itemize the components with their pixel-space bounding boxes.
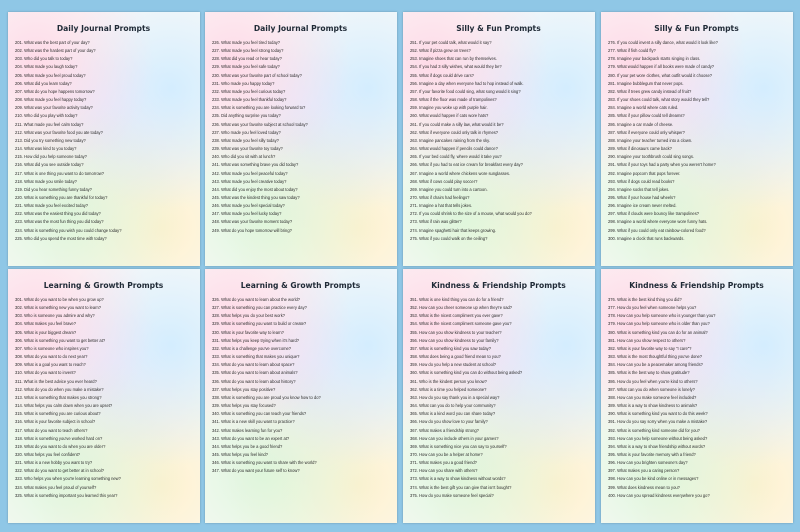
prompt-item: 204. What made you laugh today? xyxy=(15,64,78,70)
prompt-item: 391. How do you say sorry when you make a mistake? xyxy=(608,419,708,425)
prompt-item: 234. What is something you are looking forward to? xyxy=(212,105,306,111)
prompt-item: 217. What is one thing you want to do tomorrow? xyxy=(15,170,104,176)
prompt-item: 235. Did anything surprise you today? xyxy=(212,113,281,119)
prompt-item: 242. What made you feel peaceful today? xyxy=(212,170,288,176)
prompt-item: 307. Who is someone who inspires you? xyxy=(15,345,89,351)
prompt-item: 284. Imagine a world where cats ruled. xyxy=(608,105,679,111)
prompt-item: 228. What did you read or hear today? xyxy=(212,56,282,62)
prompt-item: 328. What helps you do your best work? xyxy=(212,313,286,319)
prompt-item: 243. What made you feel creative today? xyxy=(212,178,287,184)
prompt-item: 351. What is one kind thing you can do for a friend? xyxy=(410,297,504,302)
prompt-item: 266. What if you had to eat ice cream for breakfast every day? xyxy=(410,162,523,168)
prompt-item: 280. If your pet wore clothes, what outfit would it choose? xyxy=(608,72,712,78)
prompt-item: 364. What can you do to help your community? xyxy=(410,403,496,409)
prompt-item: 277. What if fish could fly? xyxy=(608,48,656,54)
prompt-item: 297. What if clouds were bouncy like trampolines? xyxy=(608,211,700,217)
prompt-item: 252. What if pizza grew on trees? xyxy=(410,48,471,54)
prompt-item: 216. What did you see outside today? xyxy=(15,162,84,168)
prompt-item: 230. What was your favorite part of school today? xyxy=(212,72,302,78)
prompt-item: 379. How can you help someone who is older than you? xyxy=(608,321,710,327)
prompt-item: 342. What makes learning fun for you? xyxy=(212,427,283,433)
prompt-item: 258. What if the floor was made of trampolines? xyxy=(410,97,497,103)
prompt-item: 281. Imagine bubblegum that never pops. xyxy=(608,80,684,86)
prompt-page-4 xyxy=(601,12,793,266)
prompt-item: 251. If your pet could talk, what would it say? xyxy=(410,40,492,45)
prompt-item: 358. What does being a good friend mean to you? xyxy=(410,354,501,360)
page-title: Learning & Growth Prompts xyxy=(43,281,164,290)
prompt-item: 218. What made you smile today? xyxy=(15,178,77,184)
prompt-item: 332. What is a challenge you've overcome? xyxy=(212,345,292,351)
prompt-item: 359. How do you help a new student at school? xyxy=(410,362,497,368)
prompt-item: 394. What is a way to show friendship without words? xyxy=(608,443,706,449)
prompt-item: 202. What was the hardest part of your day? xyxy=(15,48,96,54)
prompt-item: 211. What made you feel calm today? xyxy=(15,121,84,127)
prompt-item: 273. What if rain was glitter? xyxy=(410,219,462,225)
prompt-page-8 xyxy=(601,269,793,523)
prompt-item: 213. Did you try something new today? xyxy=(15,137,86,143)
prompt-item: 337. What helps you stay positive? xyxy=(212,386,276,392)
prompt-item: 352. How can you cheer someone up when they're sad? xyxy=(410,305,513,311)
prompt-item: 315. What is something you are curious about? xyxy=(15,411,101,417)
page-title: Daily Journal Prompts xyxy=(253,24,348,33)
prompt-item: 247. What made you feel lucky today? xyxy=(212,211,282,217)
prompt-item: 363. How do you say thank you in a special way? xyxy=(410,394,500,400)
prompt-item: 269. Imagine you could turn into a cartoon. xyxy=(410,186,488,192)
prompt-item: 246. What made you feel special today? xyxy=(212,203,285,209)
prompt-item: 312. What do you do when you make a mistake? xyxy=(15,386,104,392)
prompt-item: 386. How do you feel when you're kind to others? xyxy=(608,378,698,384)
prompt-item: 268. What if cows could play soccer? xyxy=(410,178,478,184)
prompt-item: 302. What is something new you want to learn? xyxy=(15,305,102,311)
prompt-item: 267. Imagine a world where chickens wore sunglasses. xyxy=(410,170,511,176)
prompt-item: 311. What is the best advice you ever heard? xyxy=(15,378,97,384)
prompt-item: 232. What made you feel curious today? xyxy=(212,88,286,94)
prompt-list xyxy=(15,296,192,500)
prompt-item: 330. What is your favorite way to learn? xyxy=(212,329,284,335)
prompt-item: 385. What is the best way to show gratitude? xyxy=(608,370,690,376)
prompt-item: 241. What was something brave you did today? xyxy=(212,162,299,168)
prompt-item: 305. What is your biggest dream? xyxy=(15,329,77,335)
prompt-item: 274. Imagine spaghetti hair that keeps growing. xyxy=(410,227,497,233)
prompt-item: 356. How can you show kindness to your family? xyxy=(410,337,499,343)
prompt-item: 388. How can you make someone feel included? xyxy=(608,394,697,400)
prompt-item: 286. Imagine a car made of cheese. xyxy=(608,121,674,127)
prompt-item: 357. What is something kind you saw today? xyxy=(410,345,492,351)
prompt-item: 329. What is something you want to build or create? xyxy=(212,321,307,327)
prompt-item: 278. Imagine your backpack starts singing in class. xyxy=(608,56,701,62)
prompt-item: 254. If you had 3 silly wishes, what would they be? xyxy=(410,64,502,70)
prompt-item: 340. What is something you can teach your friends? xyxy=(212,411,307,417)
prompt-item: 392. What is something kind someone did for you? xyxy=(608,427,700,433)
prompt-item: 390. What is something kind you want to do this week? xyxy=(608,411,708,417)
prompt-item: 225. Who did you spend the most time with today? xyxy=(15,235,107,241)
prompt-item: 293. What if dogs could read books? xyxy=(608,178,675,184)
prompt-item: 285. What if your pillow could tell dreams? xyxy=(608,113,685,119)
prompt-item: 219. Did you hear something funny today? xyxy=(15,186,92,192)
prompt-list xyxy=(212,296,389,475)
prompt-item: 334. What do you want to learn about space? xyxy=(212,362,295,368)
prompt-item: 370. How can you be a helper at home? xyxy=(410,451,483,457)
prompt-item: 355. How can you show kindness to your teacher? xyxy=(410,329,502,335)
prompt-item: 255. What if dogs could drive cars? xyxy=(410,72,474,78)
page-title: Daily Journal Prompts xyxy=(56,24,151,33)
prompt-item: 306. What is something you want to get better at? xyxy=(15,337,106,343)
prompt-item: 224. What is something you wish you could change today? xyxy=(15,227,122,233)
prompt-item: 344. What helps you be a good friend? xyxy=(212,443,283,449)
prompt-item: 259. Imagine you woke up with purple hair. xyxy=(410,105,488,111)
prompt-item: 233. What made you feel thankful today? xyxy=(212,97,287,103)
prompt-item: 398. How can you be kind online or in messages? xyxy=(608,476,699,482)
prompt-item: 320. What helps you feel confident? xyxy=(15,451,81,457)
prompt-list xyxy=(212,39,389,235)
prompt-item: 365. What is a kind word you can share today? xyxy=(410,411,496,417)
prompt-item: 205. What made you feel proud today? xyxy=(15,72,86,78)
page-title: Kindness & Friendship Prompts xyxy=(431,281,566,290)
prompt-item: 326. What do you want to learn about the world? xyxy=(212,297,301,302)
prompt-item: 298. Imagine a world where everyone wore funny hats. xyxy=(608,219,708,225)
prompt-item: 325. What is something important you learned this year? xyxy=(15,492,118,498)
prompt-item: 237. Who made you feel loved today? xyxy=(212,129,281,135)
prompt-item: 203. Who did you talk to today? xyxy=(15,56,73,62)
page-title: Silly & Fun Prompts xyxy=(654,24,739,33)
prompt-item: 387. What can you do when someone is lonely? xyxy=(608,386,695,392)
prompt-item: 295. What if your house had wheels? xyxy=(608,194,676,200)
prompt-item: 239. What was your favorite toy today? xyxy=(212,146,283,152)
prompt-item: 396. How can you brighten someone's day? xyxy=(608,460,688,466)
prompt-item: 314. What helps you calm down when you are upset? xyxy=(15,403,113,409)
prompt-page-5 xyxy=(8,269,200,523)
prompt-item: 271. Imagine a hat that tells jokes. xyxy=(410,203,473,209)
prompt-item: 288. Imagine your teacher turned into a clown. xyxy=(608,137,693,143)
prompt-item: 393. How can you help someone without being asked? xyxy=(608,435,708,441)
prompt-item: 373. What is a way to show kindness without words? xyxy=(410,476,506,482)
prompt-item: 361. Who is the kindest person you know? xyxy=(410,378,487,384)
prompt-item: 240. Who did you sit with at lunch? xyxy=(212,154,276,160)
prompt-item: 301. What do you want to be when you grow up? xyxy=(15,297,104,302)
prompt-item: 261. If you could make a silly law, what would it be? xyxy=(410,121,504,127)
prompt-item: 226. What made you feel tired today? xyxy=(212,40,281,45)
prompt-item: 264. What would happen if pencils could dance? xyxy=(410,146,498,152)
prompt-item: 245. What was the kindest thing you saw today? xyxy=(212,194,300,200)
prompt-list xyxy=(608,39,785,243)
prompt-item: 208. What made you feel happy today? xyxy=(15,97,87,103)
prompt-item: 362. What is a time you helped someone? xyxy=(410,386,487,392)
prompt-item: 257. If your favorite food could sing, what song would it sing? xyxy=(410,88,521,94)
prompt-item: 376. What is the best kind thing you did? xyxy=(608,297,682,302)
prompt-item: 220. What is something you are thankful for today? xyxy=(15,194,108,200)
prompt-item: 299. What if you could only eat rainbow-colored food? xyxy=(608,227,706,233)
prompt-item: 313. What is something that makes you strong? xyxy=(15,394,102,400)
prompt-item: 227. What made you feel strong today? xyxy=(212,48,284,54)
prompt-item: 287. What if everyone could only whisper? xyxy=(608,129,685,135)
prompt-item: 374. What is the best gift you can give that isn't bought? xyxy=(410,484,512,490)
prompt-item: 209. What was your favorite activity today? xyxy=(15,105,93,111)
prompt-page-7 xyxy=(403,269,595,523)
prompt-page-1 xyxy=(8,12,200,266)
page-title: Kindness & Friendship Prompts xyxy=(629,281,764,290)
prompt-item: 304. What makes you feel brave? xyxy=(15,321,76,327)
prompt-item: 201. What was the best part of your day? xyxy=(15,40,90,45)
prompt-item: 215. How did you help someone today? xyxy=(15,154,87,160)
prompt-item: 206. What did you learn today? xyxy=(15,80,72,86)
prompt-item: 276. If you could invent a silly dance, what would it look like? xyxy=(608,40,718,45)
prompt-item: 341. What is a new skill you want to practice? xyxy=(212,419,295,425)
prompt-item: 270. What if chairs had feelings? xyxy=(410,194,470,200)
prompt-item: 336. What do you want to learn about history? xyxy=(212,378,296,384)
prompt-item: 290. Imagine your toothbrush could sing songs. xyxy=(608,154,695,160)
prompt-item: 381. How can you show respect to others? xyxy=(608,337,686,343)
prompt-item: 244. What did you enjoy the most about today? xyxy=(212,186,298,192)
prompt-item: 331. What helps you keep trying when it's hard? xyxy=(212,337,300,343)
prompt-item: 395. What is your favorite memory with a friend? xyxy=(608,451,696,457)
prompt-item: 397. What makes you a caring person? xyxy=(608,468,680,474)
prompt-page-2 xyxy=(205,12,397,266)
prompt-item: 380. What is something kind you can do for an animal? xyxy=(608,329,708,335)
prompt-item: 323. Who helps you when you're learning something new? xyxy=(15,476,121,482)
prompt-item: 292. Imagine popcorn that pops forever. xyxy=(608,170,681,176)
prompt-item: 382. What is your favorite way to say "I care"? xyxy=(608,345,692,351)
prompt-item: 210. Who did you play with today? xyxy=(15,113,78,119)
prompt-item: 360. What is something kind you can do without being asked? xyxy=(410,370,523,376)
prompt-item: 375. How do you make someone feel special? xyxy=(410,492,494,498)
prompt-item: 308. What do you want to do next year? xyxy=(15,354,88,360)
prompt-item: 353. What is the nicest compliment you ever gave? xyxy=(410,313,503,319)
prompt-item: 275. What if you could walk on the ceiling? xyxy=(410,235,488,241)
prompt-item: 338. What is something you are proud you know how to do? xyxy=(212,394,321,400)
prompt-item: 399. What does kindness mean to you? xyxy=(608,484,680,490)
prompt-item: 316. What is your favorite subject in school? xyxy=(15,419,96,425)
prompt-item: 345. What helps you feel kind? xyxy=(212,451,268,457)
prompt-item: 221. What made you feel excited today? xyxy=(15,203,89,209)
prompt-item: 279. What would happen if all books were made of candy? xyxy=(608,64,715,70)
prompt-item: 347. What do you want your future self to know? xyxy=(212,468,300,474)
prompt-item: 383. What is the most thoughtful thing you've done? xyxy=(608,354,703,360)
prompt-item: 367. What makes a friendship strong? xyxy=(410,427,479,433)
prompt-item: 327. What is something you can practice every day? xyxy=(212,305,307,311)
prompt-item: 291. What if your toys had a party when you weren't home? xyxy=(608,162,716,168)
prompt-item: 214. What was kind to you today? xyxy=(15,146,77,152)
prompt-page-3 xyxy=(403,12,595,266)
prompt-item: 303. Who is someone you admire and why? xyxy=(15,313,95,319)
prompt-item: 236. What was your favorite subject at school today? xyxy=(212,121,308,127)
prompt-item: 322. What do you want to get better at in school? xyxy=(15,468,104,474)
page-title: Learning & Growth Prompts xyxy=(240,281,361,290)
prompt-item: 343. What do you want to be an expert at? xyxy=(212,435,290,441)
prompt-item: 339. What helps you stay focused? xyxy=(212,403,276,409)
prompt-item: 231. Who made you happy today? xyxy=(212,80,275,86)
prompt-item: 317. What do you want to teach others? xyxy=(15,427,88,433)
prompt-list xyxy=(15,39,192,243)
prompt-item: 333. What is something that makes you unique? xyxy=(212,354,300,360)
prompt-item: 321. What is a new hobby you want to try? xyxy=(15,460,93,466)
prompt-item: 369. What is something nice you can say to yourself? xyxy=(410,443,507,449)
prompt-item: 319. What do you want to do when you are older? xyxy=(15,443,106,449)
prompt-item: 377. How do you feel when someone helps you? xyxy=(608,305,697,311)
prompt-item: 289. What if dinosaurs came back? xyxy=(608,146,672,152)
prompt-item: 262. What if everyone could only talk in rhymes? xyxy=(410,129,499,135)
prompt-item: 282. What if trees grew candy instead of fruit? xyxy=(608,88,692,94)
prompt-item: 253. Imagine shoes that can run by themselves. xyxy=(410,56,497,62)
prompt-item: 389. What is a way to show kindness to animals? xyxy=(608,403,698,409)
prompt-item: 265. If your bed could fly, where would it take you? xyxy=(410,154,502,160)
prompt-item: 256. Imagine a day when everyone had to hop instead of walk. xyxy=(410,80,524,86)
prompt-item: 260. What would happen if cats wore hats? xyxy=(410,113,489,119)
prompt-item: 248. What was your favorite moment today? xyxy=(212,219,293,225)
prompt-item: 263. Imagine pancakes raining from the sky. xyxy=(410,137,491,143)
prompt-list xyxy=(410,296,587,500)
page-title: Silly & Fun Prompts xyxy=(456,24,541,33)
prompt-item: 346. What is something you want to share with the world? xyxy=(212,460,317,466)
prompt-item: 371. What makes you a good friend? xyxy=(410,460,477,466)
prompt-item: 384. How can you be a peacemaker among friends? xyxy=(608,362,703,368)
prompt-item: 318. What is something you've worked hard on? xyxy=(15,435,103,441)
prompt-item: 310. What do you want to invent? xyxy=(15,370,76,376)
prompt-item: 354. What is the nicest compliment someone gave you? xyxy=(410,321,512,327)
prompt-item: 300. Imagine a clock that runs backwards. xyxy=(608,235,685,241)
prompt-item: 335. What do you want to learn about animals? xyxy=(212,370,298,376)
prompt-item: 378. How can you help someone who is younger than you? xyxy=(608,313,716,319)
prompt-item: 324. What makes you feel proud of yourself? xyxy=(15,484,97,490)
prompt-item: 223. What was the most fun thing you did today? xyxy=(15,219,104,225)
prompt-item: 368. How can you include others in your games? xyxy=(410,435,499,441)
prompt-item: 309. What is a goal you want to reach? xyxy=(15,362,86,368)
prompt-item: 238. What made you feel silly today? xyxy=(212,137,279,143)
prompt-item: 372. How can you share with others? xyxy=(410,468,478,474)
prompt-item: 400. How can you spread kindness everywhere you go? xyxy=(608,492,710,498)
prompt-list xyxy=(410,39,587,243)
prompt-page-6 xyxy=(205,269,397,523)
prompt-item: 296. Imagine ice cream never melted. xyxy=(608,203,677,209)
prompt-list xyxy=(608,296,785,500)
prompt-item: 212. What was your favorite food you ate today? xyxy=(15,129,103,135)
prompt-item: 272. If you could shrink to the size of a mouse, what would you do? xyxy=(410,211,532,217)
prompt-item: 294. Imagine socks that tell jokes. xyxy=(608,186,670,192)
prompt-item: 229. What made you feel safe today? xyxy=(212,64,280,70)
prompt-item: 366. How do you show love to your family? xyxy=(410,419,488,425)
prompt-item: 249. What do you hope tomorrow will bring? xyxy=(212,227,292,233)
prompt-item: 283. If your shoes could talk, what story would they tell? xyxy=(608,97,710,103)
prompt-item: 207. What do you hope happens tomorrow? xyxy=(15,88,95,94)
prompt-item: 222. What was the easiest thing you did today? xyxy=(15,211,101,217)
